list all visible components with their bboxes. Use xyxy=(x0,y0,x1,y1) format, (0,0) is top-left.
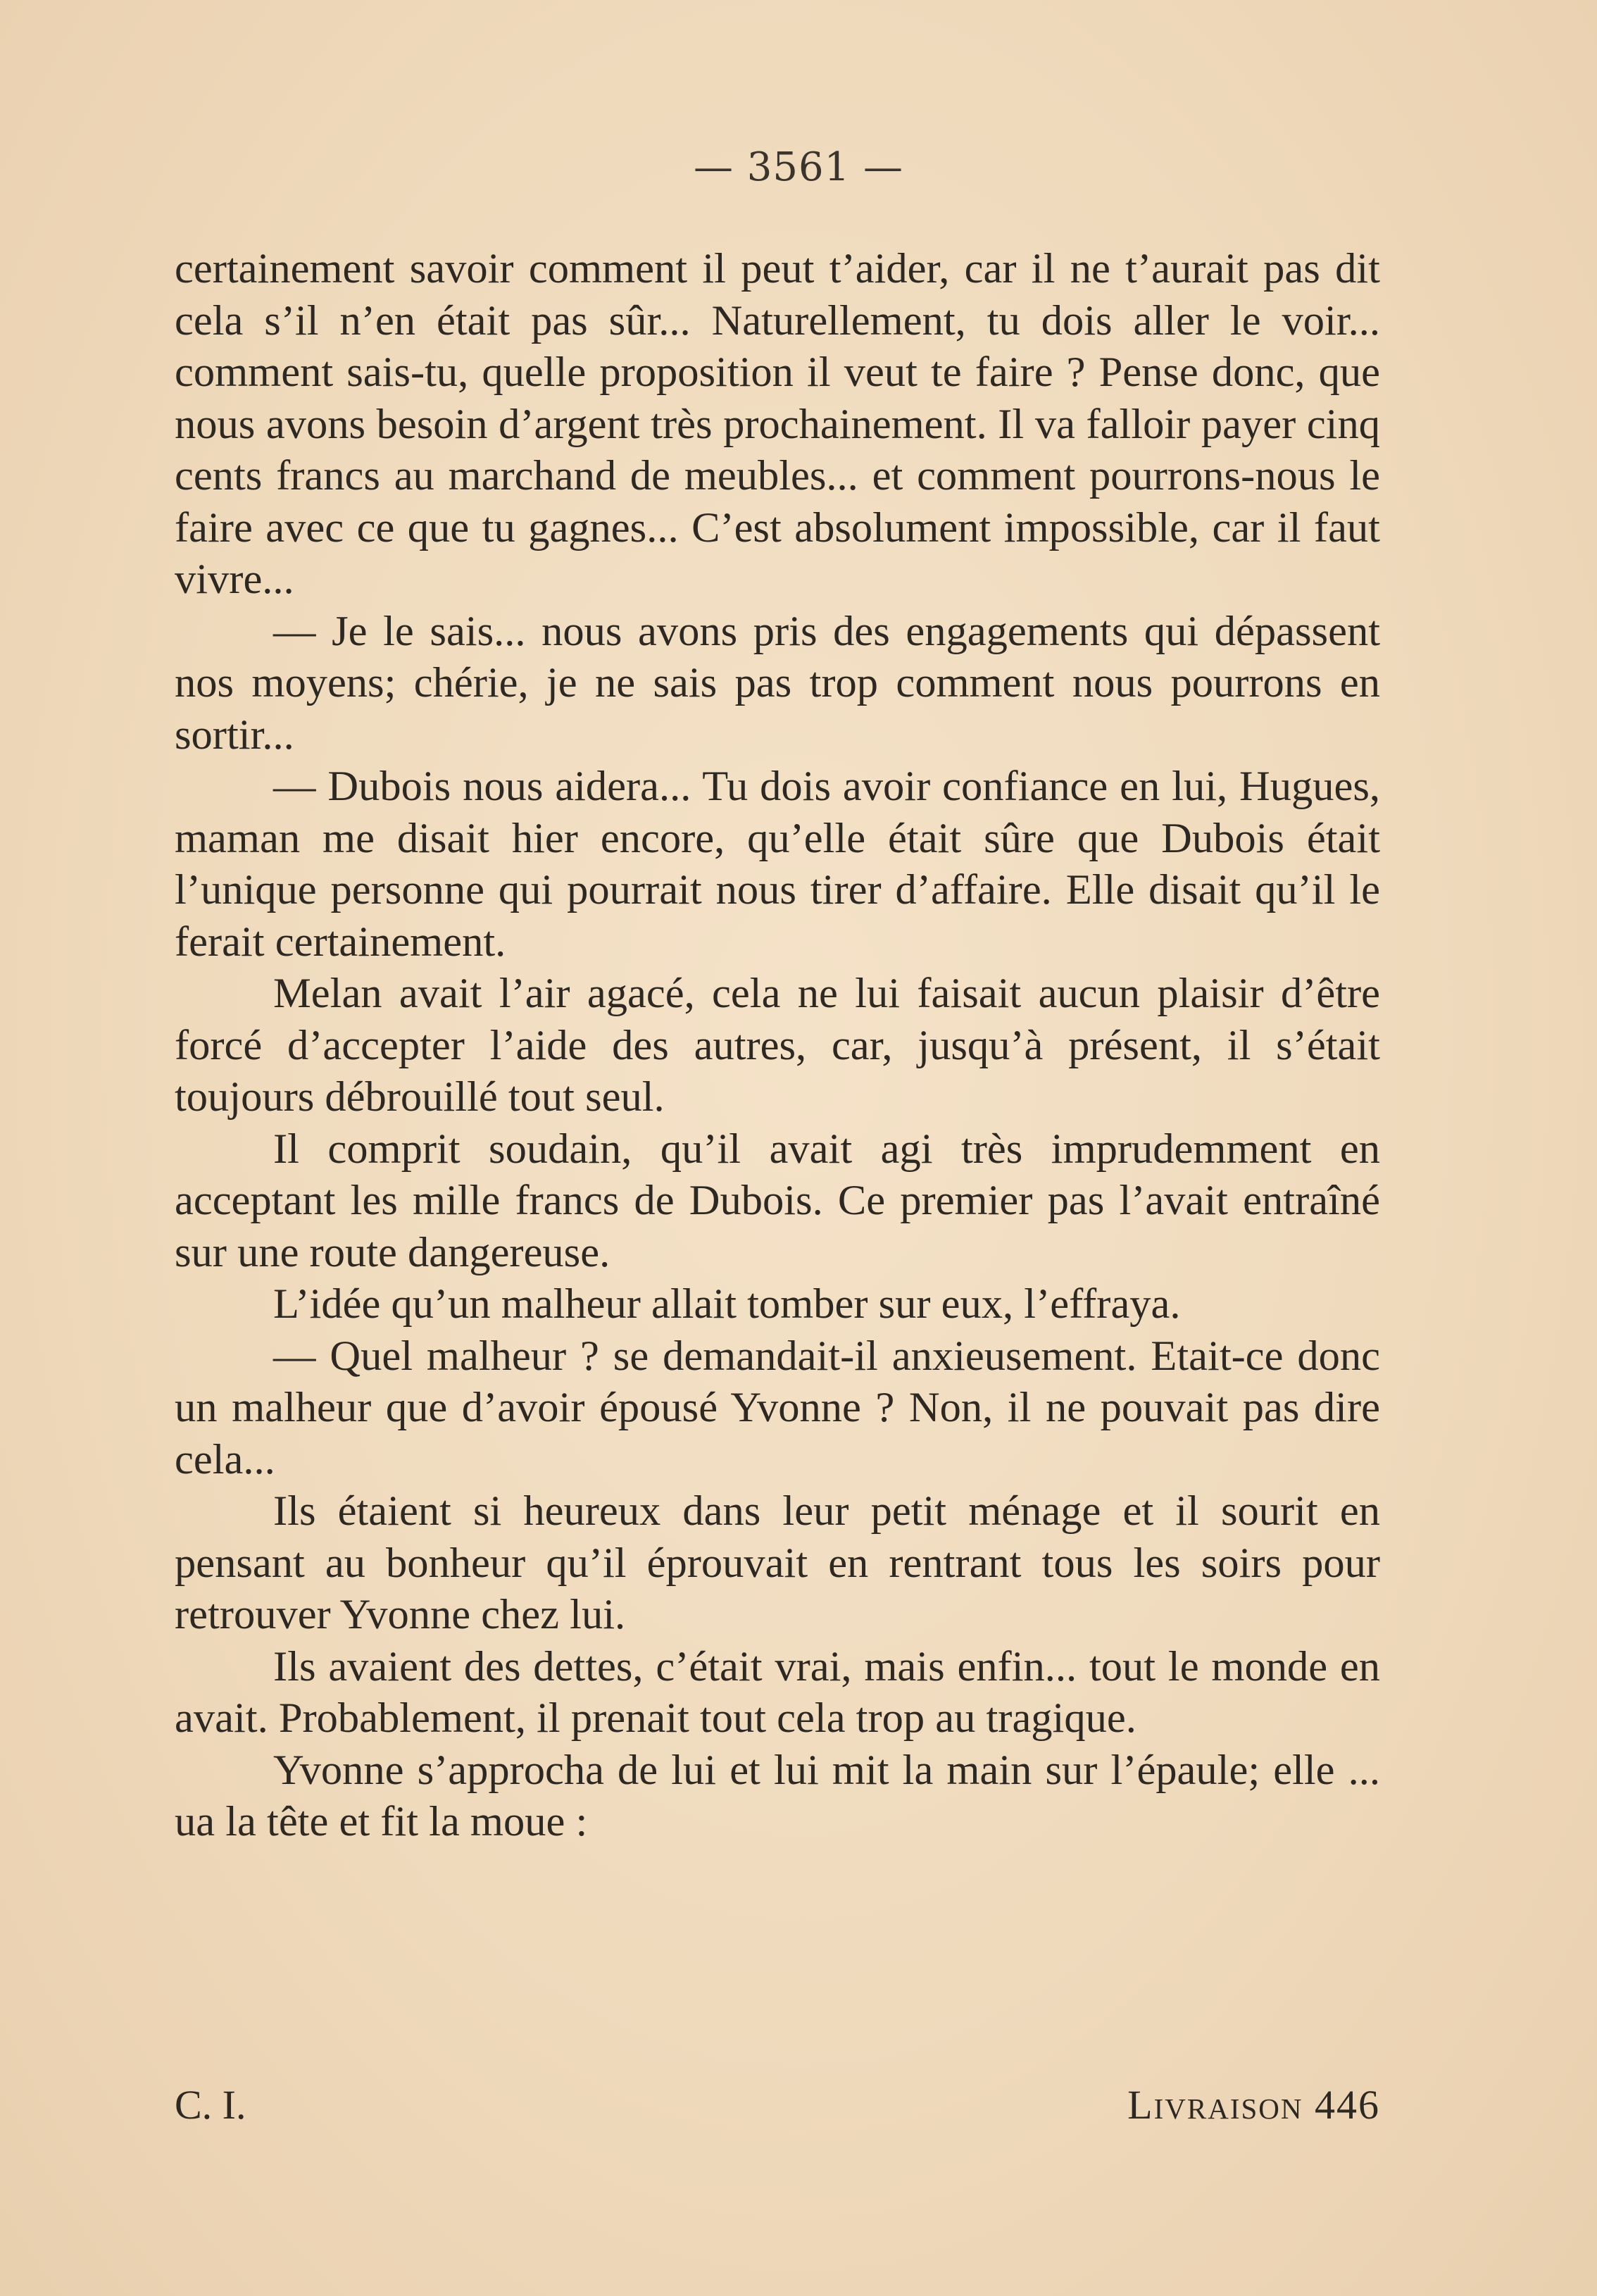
paragraph: — Quel malheur ? se demandait-il anxieusement. Etait-ce donc un malheur que d’avoir épousé Yvonne ? Non, il ne pouvait pas dire cela... xyxy=(175,1332,1380,1483)
paragraph: Melan avait l’air agacé, cela ne lui faisait aucun plaisir d’être forcé d’accepter l’aide des autres, car, jusqu’à présent, il s’était toujours débrouillé tout seul. xyxy=(175,970,1380,1121)
paragraph: — Je le sais... nous avons pris des engagements qui dépassent nos moyens; chérie, je ne sais pas trop comment nous pourrons en sortir... xyxy=(175,607,1380,759)
paragraph: Ils avaient des dettes, c’était vrai, mais enfin... tout le monde en avait. Probablement, il prenait tout cela trop au tragique. xyxy=(175,1642,1380,1742)
page-number: — 3561 — xyxy=(693,144,904,190)
paragraph: — Dubois nous aidera... Tu dois avoir confiance en lui, Hugues, maman me disait hier encore, qu’elle était sûre que Dubois était l’unique personne qui pourrait nous tirer d’affaire. Elle disait qu’il le ferait certainement. xyxy=(175,763,1380,966)
body-text xyxy=(175,243,1380,1848)
paragraph: Ils étaient si heureux dans leur petit ménage et il sourit en pensant au bonheur qu’il éprouvait en rentrant tous les soirs pour retrouver Yvonne chez lui. xyxy=(175,1487,1380,1638)
paragraph: Il comprit soudain, qu’il avait agi très imprudemment en acceptant les mille francs de Dubois. Ce premier pas l’avait entraîné sur une route dangereuse. xyxy=(175,1125,1380,1276)
page-footer xyxy=(175,2081,1380,2138)
footer-signature: C. I. xyxy=(175,2082,246,2128)
paragraph: L’idée qu’un malheur allait tomber sur eux, l’effraya. xyxy=(273,1280,1181,1328)
paragraph: certainement savoir comment il peut t’aider, car il ne t’aurait pas dit cela s’il n’en était pas sûr... Naturellement, tu dois aller le voir... comment sais-tu, quelle proposition il veut te faire ? Pense donc, que nous avons besoin d’argent très prochainement. Il va falloir payer cinq cents francs au marchand de meubles... et comment pourrons-nous le faire avec ce que tu gagnes... C’est absolument impossible, car il faut vivre... xyxy=(175,245,1380,603)
paragraph: Yvonne s’approcha de lui et lui mit la main sur l’épaule; elle ... ua la tête et fit la moue : xyxy=(175,1746,1380,1845)
footer-livraison: Livraison 446 xyxy=(1127,2082,1380,2128)
